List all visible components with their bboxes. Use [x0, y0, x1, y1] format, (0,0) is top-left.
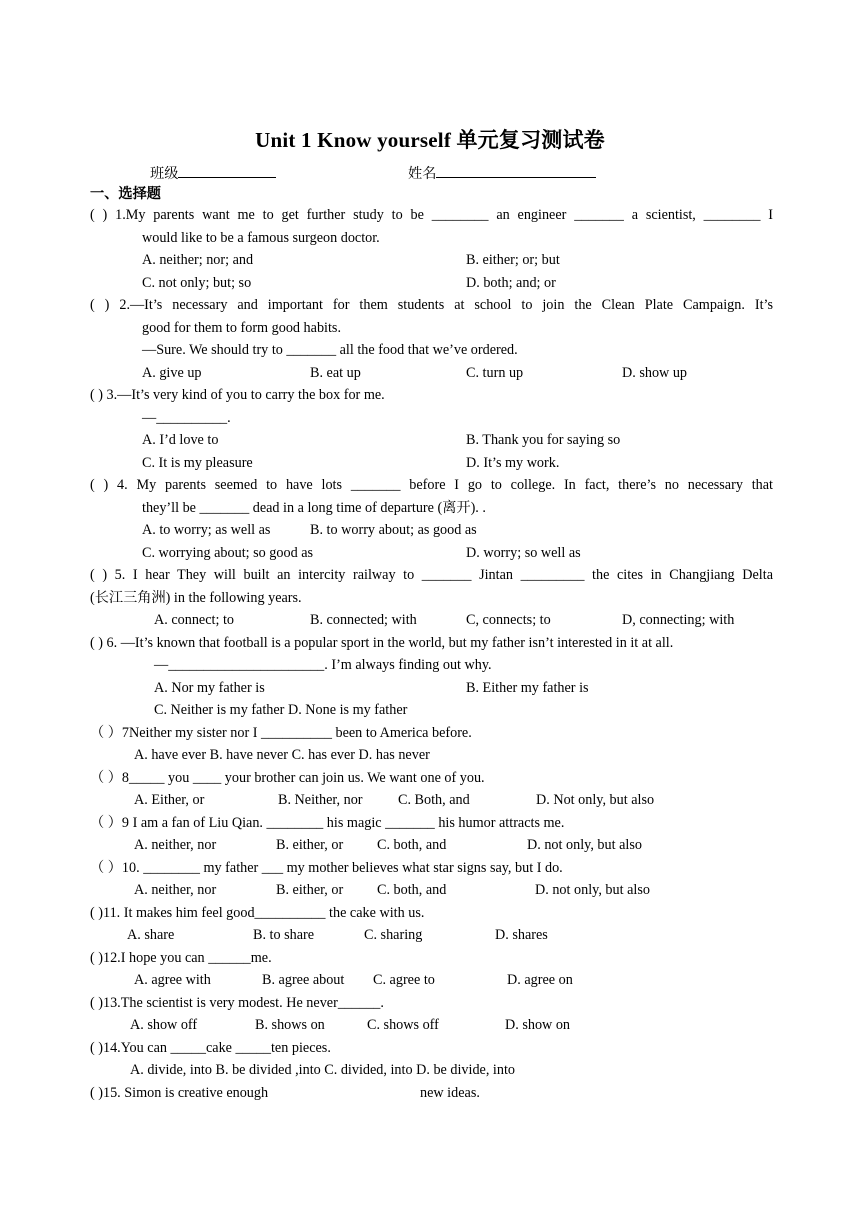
section-heading: 一、选择题	[90, 186, 161, 202]
option: A. neither; nor; and	[142, 252, 254, 268]
option: A. to worry; as well as	[142, 522, 271, 538]
option: C. sharing	[364, 927, 423, 943]
option: A. give up	[142, 365, 202, 381]
option: D. show on	[505, 1017, 571, 1033]
option: A. agree with	[134, 972, 211, 988]
option: D. shares	[495, 927, 548, 943]
option: A. share	[127, 927, 175, 943]
option: B. to worry about; as good as	[310, 522, 477, 538]
question-13-stem: ( )13.The scientist is very modest. He never______.	[90, 995, 384, 1011]
question-1-stem: ( ) 1.My parents want me to get further study to be ________ an engineer _______ a scientist, ________ I	[90, 207, 773, 223]
option-row: C. Neither is my father D. None is my father	[154, 702, 408, 718]
question-11-stem: ( )11. It makes him feel good__________ the cake with us.	[90, 905, 425, 921]
option: C. Both, and	[398, 792, 470, 808]
class-field	[150, 163, 276, 183]
option: B. agree about	[262, 972, 345, 988]
option: D, connecting; with	[622, 612, 735, 628]
question-2-stem: ( ) 2.—It’s necessary and important for them students at school to join the Clean Plate Campaign. It’s	[90, 297, 773, 313]
option: C. turn up	[466, 365, 524, 381]
question-5-stem-cont: (长江三角洲) in the following years.	[90, 590, 302, 606]
question-9-stem: （ ）9 I am a fan of Liu Qian. ________ his magic _______ his humor attracts me.	[90, 815, 565, 831]
option: B. shows on	[255, 1017, 325, 1033]
question-4-stem-cont: they’ll be _______ dead in a long time of departure (离开). .	[142, 500, 486, 516]
page-title: Unit 1 Know yourself 单元复习测试卷	[255, 128, 605, 152]
option-row: A. divide, into B. be divided ,into C. divided, into D. be divide, into	[130, 1062, 516, 1078]
option: B. either; or; but	[466, 252, 560, 268]
option: C. It is my pleasure	[142, 455, 253, 471]
question-1-stem-cont: would like to be a famous surgeon doctor.	[142, 230, 380, 246]
question-2-reply: —Sure. We should try to _______ all the food that we’ve ordered.	[142, 342, 518, 358]
question-15-stem: ( )15. Simon is creative enough	[90, 1085, 269, 1101]
option: A. Nor my father is	[154, 680, 265, 696]
option: C, connects; to	[466, 612, 551, 628]
option: D. agree on	[507, 972, 573, 988]
question-7-stem: （ ）7Neither my sister nor I __________ been to America before.	[90, 725, 472, 741]
question-6-stem: ( ) 6. —It’s known that football is a popular sport in the world, but my father isn’t interested in it at all.	[90, 635, 674, 651]
option: B. either, or	[276, 882, 344, 898]
class-blank	[178, 163, 276, 178]
option: C. both, and	[377, 837, 447, 853]
name-field	[408, 163, 596, 183]
name-label: 姓名	[408, 166, 437, 182]
option: B. to share	[253, 927, 315, 943]
option: C. both, and	[377, 882, 447, 898]
question-14-stem: ( )14.You can _____cake _____ten pieces.	[90, 1040, 331, 1056]
option: D. not only, but also	[535, 882, 650, 898]
option: C. agree to	[373, 972, 435, 988]
option: A. neither, nor	[134, 837, 217, 853]
option: A. connect; to	[154, 612, 234, 628]
option-row: A. have ever B. have never C. has ever D. has never	[134, 747, 430, 763]
question-10-stem: （ ）10. ________ my father ___ my mother believes what star signs say, but I do.	[90, 860, 563, 876]
class-label: 班级	[150, 166, 179, 182]
option: B. Neither, nor	[278, 792, 363, 808]
question-3-reply: —__________.	[142, 410, 231, 426]
option: A. I’d love to	[142, 432, 219, 448]
option: D. both; and; or	[466, 275, 556, 291]
option: B. connected; with	[310, 612, 417, 628]
name-blank	[436, 163, 596, 178]
option: A. show off	[130, 1017, 198, 1033]
option: D. It’s my work.	[466, 455, 560, 471]
option: A. Either, or	[134, 792, 205, 808]
question-8-stem: （ ）8_____ you ____ your brother can join us. We want one of you.	[90, 770, 485, 786]
question-4-stem: ( ) 4. My parents seemed to have lots _______ before I go to college. In fact, there’s no necessary that	[90, 477, 773, 493]
option: C. worrying about; so good as	[142, 545, 314, 561]
option: B. Thank you for saying so	[466, 432, 621, 448]
question-12-stem: ( )12.I hope you can ______me.	[90, 950, 272, 966]
question-6-reply: —______________________. I’m always finding out why.	[154, 657, 492, 673]
option: D. worry; so well as	[466, 545, 581, 561]
option: A. neither, nor	[134, 882, 217, 898]
question-15-stem-end: new ideas.	[420, 1085, 480, 1101]
option: B. eat up	[310, 365, 361, 381]
option: D. Not only, but also	[536, 792, 655, 808]
question-5-stem: ( ) 5. I hear They will built an intercity railway to _______ Jintan _________ the cites in Changjiang Delta	[90, 567, 773, 583]
option: B. Either my father is	[466, 680, 589, 696]
option: D. show up	[622, 365, 688, 381]
option: B. either, or	[276, 837, 344, 853]
question-3-stem: ( ) 3.—It’s very kind of you to carry the box for me.	[90, 387, 385, 403]
option: C. shows off	[367, 1017, 439, 1033]
option: C. not only; but; so	[142, 275, 252, 291]
option: D. not only, but also	[527, 837, 642, 853]
question-2-stem-cont: good for them to form good habits.	[142, 320, 341, 336]
